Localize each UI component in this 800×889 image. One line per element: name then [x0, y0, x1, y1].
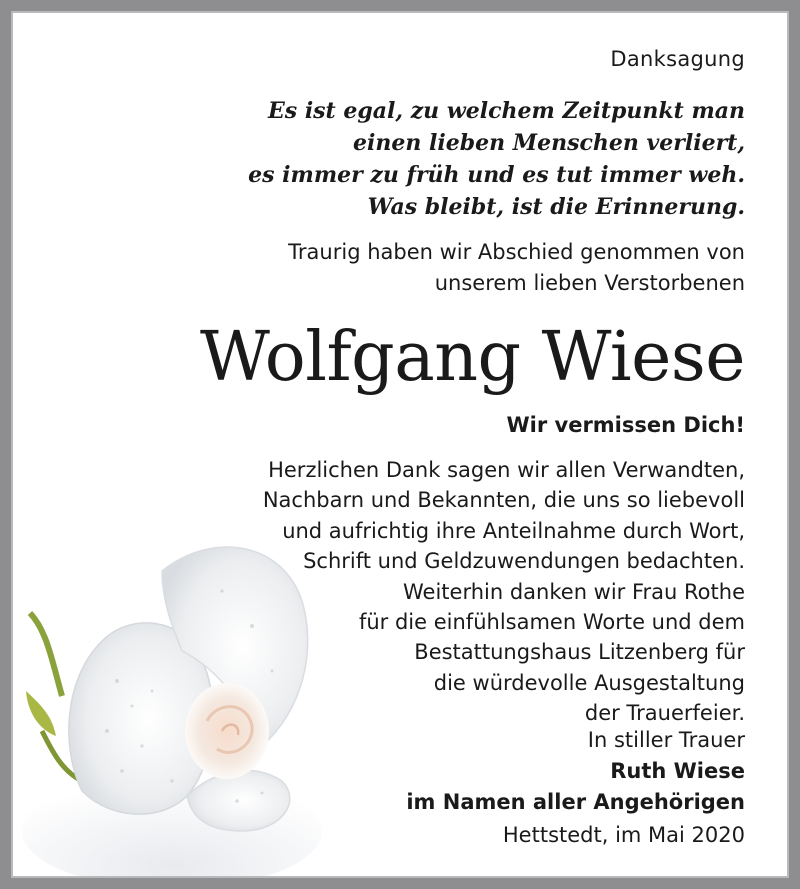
family-line: im Namen aller Angehörigen	[406, 790, 745, 814]
intro-line: unserem lieben Verstorbenen	[434, 271, 745, 295]
closing-block	[406, 725, 745, 818]
quote-line: Es ist egal, zu welchem Zeitpunkt man	[268, 98, 745, 124]
signer-name: Ruth Wiese	[610, 759, 745, 783]
thanks-line: Herzlichen Dank sagen wir allen Verwandten,	[268, 458, 745, 482]
thanks-line: für die einfühlsamen Worte und dem	[358, 610, 745, 635]
miss-you-line: Wir vermissen Dich!	[506, 413, 745, 437]
thanks-line: die würdevolle Ausgestaltung	[433, 670, 745, 695]
thanks-line: Schrift und Geldzuwendungen bedachten.	[303, 549, 745, 574]
thanks-line: der Trauerfeier.	[584, 701, 745, 726]
deceased-name: Wolfgang Wiese	[200, 318, 745, 397]
closing-line: In stiller Trauer	[587, 728, 745, 752]
thanks-line: Weiterhin danken wir Frau Rothe	[403, 579, 745, 604]
thanks-text	[263, 455, 745, 729]
quote-line: es immer zu früh und es tut immer weh.	[248, 162, 745, 188]
intro-text	[288, 237, 745, 299]
thanks-line: und aufrichtig ihre Anteilnahme durch Wort,	[282, 518, 745, 543]
quote-line: Was bleibt, ist die Erinnerung.	[367, 194, 745, 220]
thanks-line: Nachbarn und Bekannten, die uns so liebevoll	[262, 488, 745, 513]
place-date: Hettstedt, im Mai 2020	[502, 823, 745, 847]
quote-line: einen lieben Menschen verliert,	[352, 130, 745, 156]
notice-heading: Danksagung	[610, 47, 745, 71]
thanks-line: Bestattungshaus Litzenberg für	[414, 640, 745, 665]
memorial-quote	[248, 95, 745, 223]
intro-line: Traurig haben wir Abschied genommen von	[288, 240, 745, 264]
